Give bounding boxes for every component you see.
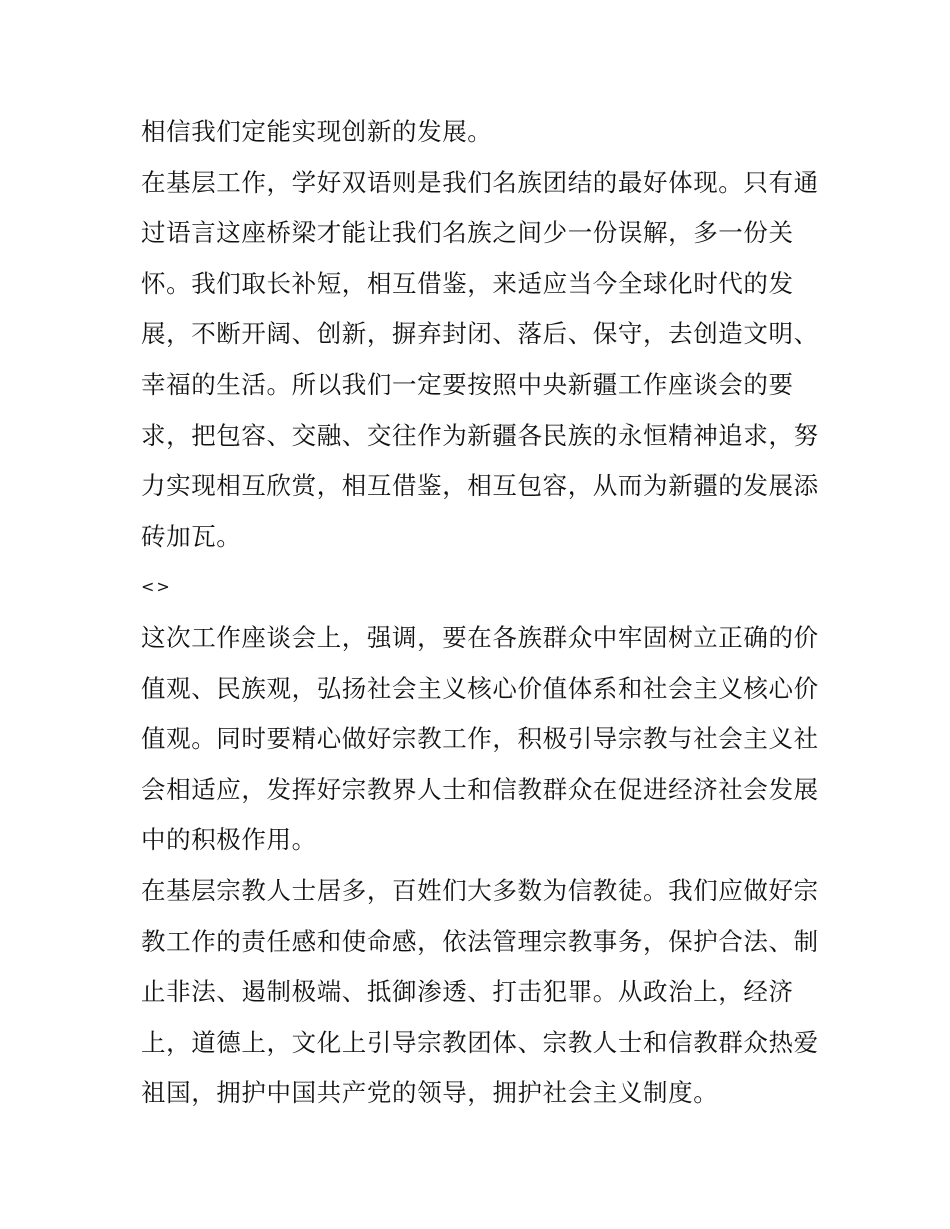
paragraph-3: 这次工作座谈会上，强调，要在各族群众中牢固树立正确的价值观、民族观，弘扬社会主义核心价值体系和社会主义核心价值观。同时要精心做好宗教工作，积极引导宗教与社会主义社会相适应，发挥好宗教界人士和信教群众在促进经济社会发展中的积极作用。 [141, 622, 819, 855]
paragraph-4: 在基层宗教人士居多，百姓们大多数为信教徒。我们应做好宗教工作的责任感和使命感，依法管理宗教事务，保护合法、制止非法、遏制极端、抵御渗透、打击犯罪。从政治上，经济上，道德上，文化上引导宗教团体、宗教人士和信教群众热爱祖国，拥护中国共产党的领导，拥护社会主义制度。 [141, 875, 819, 1108]
paragraph-2: 在基层工作，学好双语则是我们名族团结的最好体现。只有通过语言这座桥梁才能让我们名族之间少一份误解，多一份关怀。我们取长补短，相互借鉴，来适应当今全球化时代的发展，不断开阔、创新，摒弃封闭、落后、保守，去创造文明、幸福的生活。所以我们一定要按照中央新疆工作座谈会的要求，把包容、交融、交往作为新疆各民族的永恒精神追求，努力实现相互欣赏，相互借鉴，相互包容，从而为新疆的发展添砖加瓦。 [141, 167, 819, 551]
paragraph-1: 相信我们定能实现创新的发展。 [141, 117, 493, 146]
section-marker: <> [141, 577, 172, 597]
document-body [141, 107, 821, 1119]
